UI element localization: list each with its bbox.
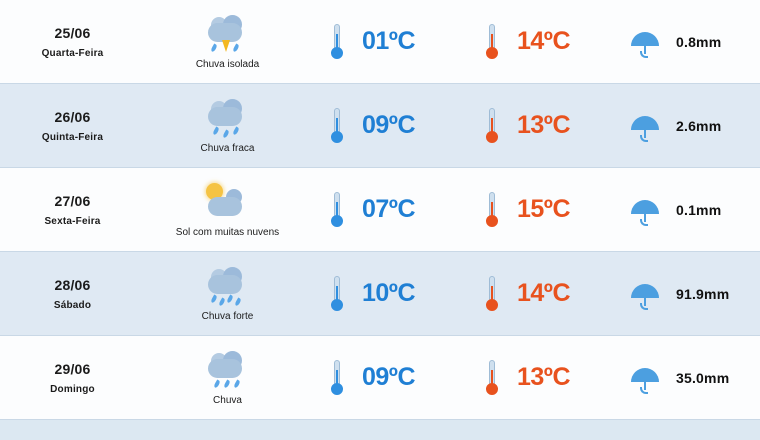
forecast-date: 26/06	[54, 108, 91, 125]
forecast-temp-max-cell	[465, 106, 620, 146]
forecast-temp-min: 09ºC	[362, 363, 415, 391]
forecast-date: 29/06	[54, 360, 91, 377]
light-rain-icon	[202, 97, 254, 141]
forecast-rain-amount: 2.6mm	[676, 117, 722, 134]
footer-strip	[0, 420, 760, 440]
forecast-weekday: Sábado	[53, 299, 92, 311]
thermometer-hot-icon	[483, 190, 501, 230]
forecast-condition-cell	[145, 349, 310, 407]
forecast-temp-min-cell	[310, 22, 465, 62]
forecast-date-cell	[0, 25, 145, 59]
forecast-condition-label: Chuva	[213, 394, 242, 406]
forecast-rain-amount: 35.0mm	[676, 369, 730, 386]
sun-behind-clouds-icon	[202, 181, 254, 225]
thermometer-hot-icon	[483, 358, 501, 398]
table-row[interactable]	[0, 84, 760, 168]
forecast-rain-cell	[620, 195, 760, 225]
forecast-date-cell	[0, 361, 145, 395]
thermometer-cold-icon	[328, 106, 346, 146]
forecast-condition-label: Chuva fraca	[200, 142, 255, 154]
forecast-condition-cell	[145, 13, 310, 71]
forecast-date-cell	[0, 109, 145, 143]
forecast-weekday: Quarta-Feira	[41, 47, 104, 59]
forecast-condition-cell	[145, 181, 310, 239]
forecast-condition-cell	[145, 97, 310, 155]
thunderstorm-rain-icon	[202, 13, 254, 57]
umbrella-icon	[630, 27, 660, 57]
forecast-rain-cell	[620, 27, 760, 57]
forecast-temp-max: 14ºC	[517, 27, 570, 55]
forecast-condition-label: Sol com muitas nuvens	[175, 226, 280, 238]
forecast-temp-min-cell	[310, 274, 465, 314]
forecast-rain-amount: 0.1mm	[676, 201, 722, 218]
forecast-date: 28/06	[54, 276, 91, 293]
umbrella-icon	[630, 195, 660, 225]
thermometer-cold-icon	[328, 274, 346, 314]
forecast-condition-label: Chuva forte	[201, 310, 254, 322]
forecast-condition-cell	[145, 265, 310, 323]
table-row[interactable]	[0, 0, 760, 84]
forecast-weekday: Domingo	[50, 383, 95, 395]
thermometer-hot-icon	[483, 106, 501, 146]
forecast-temp-min-cell	[310, 190, 465, 230]
thermometer-hot-icon	[483, 22, 501, 62]
table-row[interactable]	[0, 168, 760, 252]
thermometer-cold-icon	[328, 190, 346, 230]
forecast-temp-max: 13ºC	[517, 111, 570, 139]
forecast-weekday: Sexta-Feira	[44, 215, 101, 227]
forecast-temp-max-cell	[465, 190, 620, 230]
forecast-temp-min: 09ºC	[362, 111, 415, 139]
forecast-temp-min: 10ºC	[362, 279, 415, 307]
thermometer-hot-icon	[483, 274, 501, 314]
forecast-date: 25/06	[54, 24, 91, 41]
table-row[interactable]	[0, 336, 760, 420]
forecast-date: 27/06	[54, 192, 91, 209]
forecast-rain-amount: 0.8mm	[676, 33, 722, 50]
umbrella-icon	[630, 279, 660, 309]
forecast-temp-max-cell	[465, 358, 620, 398]
thermometer-cold-icon	[328, 358, 346, 398]
forecast-weekday: Quinta-Feira	[41, 131, 104, 143]
forecast-temp-max-cell	[465, 22, 620, 62]
heavy-rain-icon	[202, 265, 254, 309]
forecast-temp-min-cell	[310, 106, 465, 146]
forecast-temp-max: 14ºC	[517, 279, 570, 307]
forecast-temp-max: 15ºC	[517, 195, 570, 223]
forecast-temp-max-cell	[465, 274, 620, 314]
forecast-temp-min: 07ºC	[362, 195, 415, 223]
forecast-rain-amount: 91.9mm	[676, 285, 730, 302]
forecast-date-cell	[0, 277, 145, 311]
forecast-temp-min-cell	[310, 358, 465, 398]
forecast-temp-max: 13ºC	[517, 363, 570, 391]
forecast-rain-cell	[620, 279, 760, 309]
thermometer-cold-icon	[328, 22, 346, 62]
forecast-condition-label: Chuva isolada	[195, 58, 260, 70]
table-row[interactable]	[0, 252, 760, 336]
forecast-date-cell	[0, 193, 145, 227]
umbrella-icon	[630, 111, 660, 141]
forecast-rain-cell	[620, 363, 760, 393]
forecast-temp-min: 01ºC	[362, 27, 415, 55]
rain-icon	[202, 349, 254, 393]
umbrella-icon	[630, 363, 660, 393]
forecast-rain-cell	[620, 111, 760, 141]
